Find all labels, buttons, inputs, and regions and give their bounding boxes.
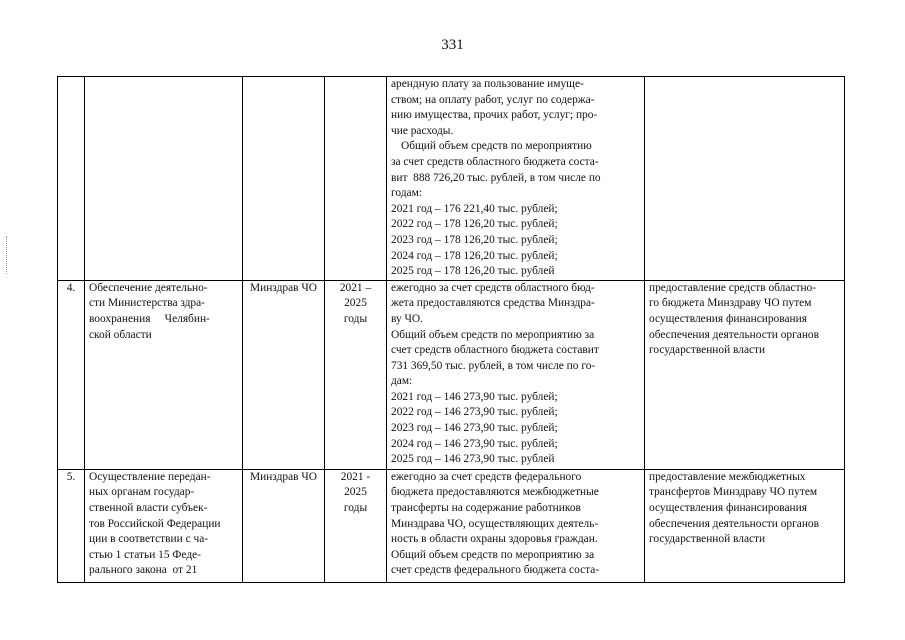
table-row bbox=[58, 469, 845, 582]
result-line: предоставление межбюджетных bbox=[649, 470, 806, 483]
description-line: вит 888 726,20 тыс. рублей, в том числе по bbox=[391, 171, 601, 184]
row-number-cell: 5. bbox=[58, 469, 85, 582]
description-line: дам: bbox=[391, 375, 413, 388]
period-line: 2021 – bbox=[339, 281, 372, 294]
activity-name-line: ственной власти субъек- bbox=[89, 501, 208, 514]
description-line: 2022 год – 146 273,90 тыс. рублей; bbox=[391, 406, 558, 419]
description-line: Общий объем средств по мероприятию за bbox=[391, 548, 595, 561]
activity-name-line: стью 1 статьи 15 Феде- bbox=[89, 548, 201, 561]
activity-name-line: тов Российской Федерации bbox=[89, 517, 221, 530]
activity-name-line: Обеспечение деятельно- bbox=[89, 281, 208, 294]
activity-name-line: ных органам государ- bbox=[89, 486, 195, 499]
period-line: 2021 - bbox=[340, 470, 371, 483]
result-line: осуществления финансирования bbox=[649, 312, 807, 325]
activity-name-line: Осуществление передан- bbox=[89, 470, 211, 483]
activity-name-cell bbox=[85, 469, 243, 582]
description-line: 2025 год – 178 126,20 тыс. рублей bbox=[391, 265, 555, 278]
activity-name-line: ской области bbox=[89, 328, 152, 341]
activity-name-line: ции в соответствии с ча- bbox=[89, 533, 209, 546]
description-line: 2023 год – 146 273,90 тыс. рублей; bbox=[391, 422, 558, 435]
description-line: 731 369,50 тыс. рублей, в том числе по го- bbox=[391, 359, 596, 372]
executor-cell bbox=[243, 77, 325, 281]
description-line: арендную плату за пользование имуще- bbox=[391, 78, 584, 90]
period-line: годы bbox=[343, 501, 368, 514]
period-line: годы bbox=[343, 312, 368, 325]
result-cell bbox=[645, 280, 845, 469]
table-body bbox=[58, 77, 845, 583]
activity-name-cell bbox=[85, 280, 243, 469]
description-line: 2022 год – 178 126,20 тыс. рублей; bbox=[391, 218, 558, 231]
period-line: 2025 bbox=[344, 486, 367, 499]
description-line: счет средств областного бюджета составит bbox=[391, 344, 599, 357]
result-line: го бюджета Минздраву ЧО путем bbox=[649, 297, 812, 310]
description-line: за счет средств областного бюджета соста- bbox=[391, 155, 599, 168]
result-line: обеспечения деятельности органов bbox=[649, 517, 820, 530]
description-line: ность в области охраны здоровья граждан. bbox=[391, 533, 598, 546]
executor-cell: Минздрав ЧО bbox=[243, 469, 325, 582]
result-line: государственной власти bbox=[649, 344, 766, 357]
row-number-cell: 4. bbox=[58, 280, 85, 469]
description-line: бюджета предоставляются межбюджетные bbox=[391, 486, 599, 499]
result-line: трансфертов Минздраву ЧО путем bbox=[649, 486, 818, 499]
description-line: трансферты на содержание работников bbox=[391, 501, 581, 514]
description-line: ву ЧО. bbox=[391, 312, 424, 325]
row-number-cell bbox=[58, 77, 85, 281]
description-cell bbox=[387, 469, 645, 582]
description-line: 2021 год – 146 273,90 тыс. рублей; bbox=[391, 390, 558, 403]
description-line: нию имущества, прочих работ, услуг; про- bbox=[391, 109, 598, 122]
description-line: 2025 год – 146 273,90 тыс. рублей bbox=[391, 453, 555, 466]
period-line: 2025 bbox=[344, 297, 367, 310]
description-line: чие расходы. bbox=[391, 124, 454, 137]
description-cell bbox=[387, 280, 645, 469]
activity-name-cell bbox=[85, 77, 243, 281]
activity-name-line: рального закона от 21 bbox=[89, 564, 198, 577]
description-line: 2021 год – 176 221,40 тыс. рублей; bbox=[391, 202, 558, 215]
page-number: 331 bbox=[441, 37, 464, 53]
result-cell bbox=[645, 77, 845, 281]
description-line: ежегодно за счет средств областного бюд- bbox=[391, 281, 595, 294]
executor-cell: Минздрав ЧО bbox=[243, 280, 325, 469]
result-cell bbox=[645, 469, 845, 582]
activity-name-line: воохранения Челябин- bbox=[89, 312, 210, 325]
description-line: 2024 год – 146 273,90 тыс. рублей; bbox=[391, 437, 558, 450]
period-cell bbox=[325, 469, 387, 582]
result-line: предоставление средств областно- bbox=[649, 281, 817, 294]
document-table bbox=[57, 76, 845, 583]
description-line: 2023 год – 178 126,20 тыс. рублей; bbox=[391, 233, 558, 246]
result-line: государственной власти bbox=[649, 533, 766, 546]
description-cell bbox=[387, 77, 645, 281]
description-line: ежегодно за счет средств федерального bbox=[391, 470, 582, 483]
result-line: обеспечения деятельности органов bbox=[649, 328, 820, 341]
description-line: годам: bbox=[391, 187, 422, 200]
description-line: Общий объем средств по мероприятию bbox=[401, 140, 592, 153]
period-cell bbox=[325, 280, 387, 469]
result-line: осуществления финансирования bbox=[649, 501, 807, 514]
description-line: Минздрава ЧО, осуществляющих деятель- bbox=[391, 517, 599, 530]
description-line: Общий объем средств по мероприятию за bbox=[391, 328, 595, 341]
margin-mark bbox=[6, 236, 9, 274]
table-row bbox=[58, 77, 845, 281]
description-line: счет средств федерального бюджета соста- bbox=[391, 564, 600, 577]
description-line: ством; на оплату работ, услуг по содержа- bbox=[391, 93, 595, 106]
activity-name-line: сти Министерства здра- bbox=[89, 297, 205, 310]
description-line: жета предоставляются средства Минздра- bbox=[391, 297, 595, 310]
description-line: 2024 год – 178 126,20 тыс. рублей; bbox=[391, 249, 558, 262]
table-row bbox=[58, 280, 845, 469]
period-cell bbox=[325, 77, 387, 281]
